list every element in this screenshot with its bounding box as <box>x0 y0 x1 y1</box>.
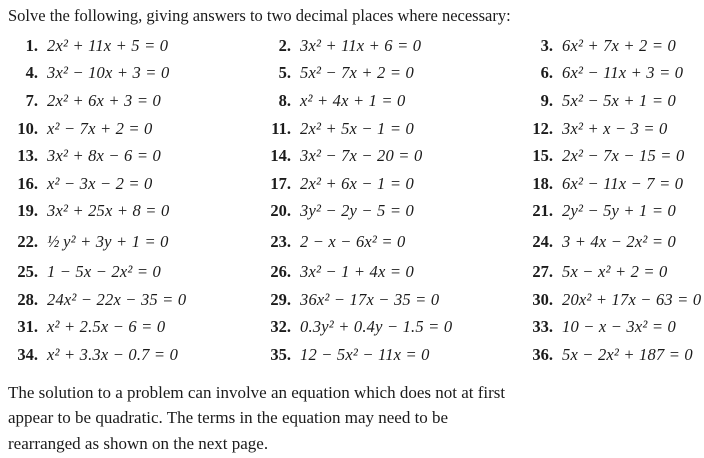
problem-25 <box>8 262 261 282</box>
problem-19 <box>8 201 261 221</box>
problem-11 <box>261 119 523 139</box>
problem-equation: 3y² − 2y − 5 = 0 <box>300 201 414 221</box>
problem-34 <box>8 345 261 365</box>
problem-number: 30. <box>532 289 553 309</box>
problem-7 <box>8 91 261 111</box>
page-title: Solve the following, giving answers to two decimal places where necessary: <box>8 6 511 25</box>
problem-equation: x² + 3.3x − 0.7 = 0 <box>47 344 179 364</box>
problem-number: 29. <box>270 289 291 309</box>
problem-equation: ½ y² + 3y + 1 = 0 <box>47 231 169 251</box>
problem-equation: 6x² − 11x − 7 = 0 <box>562 173 684 193</box>
problem-equation: 5x² − 7x + 2 = 0 <box>300 63 414 83</box>
footer-note <box>8 380 698 457</box>
problem-equation: 3x² − 7x − 20 = 0 <box>300 146 423 166</box>
problem-number: 8. <box>278 90 291 110</box>
problem-number: 12. <box>532 118 553 138</box>
problem-equation: 2 − x − 6x² = 0 <box>300 231 406 251</box>
problem-number: 4. <box>25 63 38 83</box>
problem-number: 14. <box>270 146 291 166</box>
problem-number: 24. <box>532 231 553 251</box>
problem-equation: 5x² − 5x + 1 = 0 <box>562 90 676 110</box>
problem-8 <box>261 91 523 111</box>
problem-equation: 1 − 5x − 2x² = 0 <box>47 261 161 281</box>
problem-26 <box>261 262 523 282</box>
problem-23 <box>261 232 523 252</box>
problem-equation: x² + 4x + 1 = 0 <box>300 90 406 110</box>
problem-number: 28. <box>17 289 38 309</box>
problem-10 <box>8 119 261 139</box>
footer-line: appear to be quadratic. The terms in the equation may need to be <box>8 408 449 428</box>
problem-number: 19. <box>17 201 38 221</box>
problem-31 <box>8 317 261 337</box>
problem-number: 21. <box>532 201 553 221</box>
problem-number: 2. <box>278 35 291 55</box>
problem-24 <box>523 232 701 252</box>
problem-equation: 0.3y² + 0.4y − 1.5 = 0 <box>300 317 453 337</box>
problem-18 <box>523 174 701 194</box>
problem-equation: 36x² − 17x − 35 = 0 <box>300 289 440 309</box>
problem-number: 1. <box>25 35 38 55</box>
problem-number: 20. <box>270 201 291 221</box>
problem-equation: 2x² + 6x − 1 = 0 <box>300 173 414 193</box>
problem-number: 26. <box>270 261 291 281</box>
problem-equation: 2x² − 7x − 15 = 0 <box>562 146 685 166</box>
problem-number: 32. <box>270 317 291 337</box>
problem-number: 22. <box>17 231 38 251</box>
problem-equation: 3x² − 1 + 4x = 0 <box>300 261 414 281</box>
problems-grid <box>8 32 702 369</box>
problem-number: 35. <box>270 344 291 364</box>
problem-30 <box>523 290 701 310</box>
problem-equation: 3x² + 25x + 8 = 0 <box>47 201 170 221</box>
problem-equation: 6x² − 11x + 3 = 0 <box>562 63 684 83</box>
problem-number: 31. <box>17 317 38 337</box>
problem-number: 3. <box>540 35 553 55</box>
problem-2 <box>261 36 523 56</box>
problem-16 <box>8 174 261 194</box>
problem-number: 10. <box>17 118 38 138</box>
problem-equation: x² + 2.5x − 6 = 0 <box>47 317 166 337</box>
problem-22 <box>8 232 261 252</box>
problem-equation: 3x² + 11x + 6 = 0 <box>300 35 422 55</box>
problem-number: 13. <box>17 146 38 166</box>
problem-equation: 3x² − 10x + 3 = 0 <box>47 63 170 83</box>
problem-21 <box>523 201 701 221</box>
problem-35 <box>261 345 523 365</box>
problem-equation: 10 − x − 3x² = 0 <box>562 317 676 337</box>
problem-number: 9. <box>540 90 553 110</box>
problem-number: 16. <box>17 173 38 193</box>
problem-equation: 20x² + 17x − 63 = 0 <box>562 289 702 309</box>
problem-equation: 2x² + 6x + 3 = 0 <box>47 90 161 110</box>
problem-equation: x² − 7x + 2 = 0 <box>47 118 153 138</box>
problem-13 <box>8 146 261 166</box>
problem-number: 25. <box>17 261 38 281</box>
problem-33 <box>523 317 701 337</box>
problem-number: 5. <box>278 63 291 83</box>
problem-number: 15. <box>532 146 553 166</box>
problem-32 <box>261 317 523 337</box>
problem-equation: 12 − 5x² − 11x = 0 <box>300 344 430 364</box>
problem-17 <box>261 174 523 194</box>
problem-number: 11. <box>271 118 291 138</box>
problem-number: 23. <box>270 231 291 251</box>
problem-3 <box>523 36 701 56</box>
problem-9 <box>523 91 701 111</box>
problem-equation: 24x² − 22x − 35 = 0 <box>47 289 187 309</box>
footer-line: The solution to a problem can involve an equation which does not at first <box>8 382 506 402</box>
problem-number: 6. <box>540 63 553 83</box>
problem-number: 34. <box>17 344 38 364</box>
problem-number: 18. <box>532 173 553 193</box>
problem-27 <box>523 262 701 282</box>
problem-29 <box>261 290 523 310</box>
problem-number: 33. <box>532 317 553 337</box>
problem-equation: 3 + 4x − 2x² = 0 <box>562 231 676 251</box>
problem-equation: 2y² − 5y + 1 = 0 <box>562 201 676 221</box>
problem-number: 17. <box>270 173 291 193</box>
problem-number: 27. <box>532 261 553 281</box>
problem-equation: 5x − x² + 2 = 0 <box>562 261 668 281</box>
problem-number: 7. <box>25 90 38 110</box>
problem-equation: 2x² + 11x + 5 = 0 <box>47 35 169 55</box>
problem-14 <box>261 146 523 166</box>
problem-6 <box>523 63 701 83</box>
problem-equation: 6x² + 7x + 2 = 0 <box>562 35 676 55</box>
problem-20 <box>261 201 523 221</box>
problem-number: 36. <box>532 344 553 364</box>
problem-1 <box>8 36 261 56</box>
footer-line: rearranged as shown on the next page. <box>8 433 269 453</box>
problem-equation: 2x² + 5x − 1 = 0 <box>300 118 414 138</box>
problem-15 <box>523 146 701 166</box>
problem-equation: 3x² + x − 3 = 0 <box>562 118 668 138</box>
problem-28 <box>8 290 261 310</box>
problem-equation: x² − 3x − 2 = 0 <box>47 173 153 193</box>
problem-equation: 5x − 2x² + 187 = 0 <box>562 344 693 364</box>
problem-12 <box>523 119 701 139</box>
problem-36 <box>523 345 701 365</box>
problem-equation: 3x² + 8x − 6 = 0 <box>47 146 161 166</box>
problem-5 <box>261 63 523 83</box>
problem-4 <box>8 63 261 83</box>
